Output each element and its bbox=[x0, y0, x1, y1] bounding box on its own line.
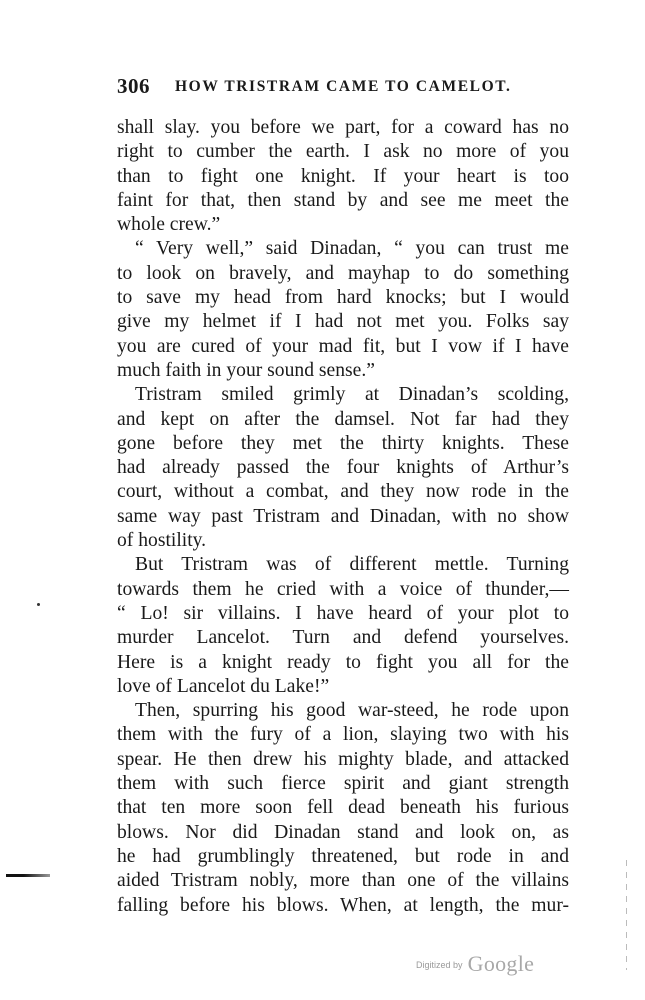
text-line: Here is a knight ready to fight you all for the bbox=[117, 651, 569, 673]
text-line: same way past Tristram and Dinadan, with no show bbox=[117, 505, 569, 527]
text-line: than to fight one knight. If your heart is too bbox=[117, 165, 569, 187]
margin-mark bbox=[6, 874, 50, 877]
text-line: whole crew.” bbox=[117, 214, 221, 236]
text-line: love of Lancelot du Lake!” bbox=[117, 675, 330, 697]
text-line: “ Lo! sir villains. I have heard of your plot to bbox=[117, 602, 569, 624]
text-line: you are cured of your mad fit, but I vow if I have bbox=[117, 335, 569, 357]
running-head bbox=[117, 74, 547, 100]
text-line: Tristram smiled grimly at Dinadan’s scolding, bbox=[135, 384, 569, 406]
text-line: of hostility. bbox=[117, 530, 207, 552]
text-line: falling before his blows. When, at length, the mur- bbox=[117, 894, 569, 916]
text-line: But Tristram was of different mettle. Turning bbox=[135, 554, 569, 576]
text-line: and kept on after the damsel. Not far had they bbox=[117, 408, 569, 430]
text-line: towards them he cried with a voice of thunder,— bbox=[117, 578, 569, 600]
text-line: murder Lancelot. Turn and defend yourselves. bbox=[117, 627, 569, 649]
text-line: to save my head from hard knocks; but I would bbox=[117, 287, 569, 309]
text-line: had already passed the four knights of Arthur’s bbox=[117, 457, 569, 479]
body-text bbox=[117, 116, 569, 918]
page-edge-line bbox=[626, 860, 627, 970]
text-line: that ten more soon fell dead beneath his furious bbox=[117, 797, 569, 819]
text-line: give my helmet if I had not met you. Folks say bbox=[117, 311, 569, 333]
text-line: gone before they met the thirty knights. These bbox=[117, 432, 569, 454]
text-line: aided Tristram nobly, more than one of the villains bbox=[117, 870, 569, 892]
text-line: Then, spurring his good war-steed, he rode upon bbox=[135, 700, 569, 722]
text-line: to look on bravely, and mayhap to do something bbox=[117, 262, 569, 284]
text-line: them with such fierce spirit and giant strength bbox=[117, 773, 569, 795]
text-line: court, without a combat, and they now rode in the bbox=[117, 481, 569, 503]
margin-speck bbox=[37, 603, 40, 606]
text-line: them with the fury of a lion, slaying two with his bbox=[117, 724, 569, 746]
digitized-watermark bbox=[416, 951, 534, 977]
text-line: faint for that, then stand by and see me meet the bbox=[117, 189, 569, 211]
text-line: shall slay. you before we part, for a coward has no bbox=[117, 117, 569, 138]
running-title: HOW TRISTRAM CAME TO CAMELOT. bbox=[175, 78, 512, 95]
text-line: he had grumblingly threatened, but rode in and bbox=[117, 845, 569, 867]
text-line: right to cumber the earth. I ask no more of you bbox=[117, 141, 569, 163]
text-line: “ Very well,” said Dinadan, “ you can trust me bbox=[135, 238, 569, 260]
text-line: much faith in your sound sense.” bbox=[117, 359, 375, 381]
text-line: blows. Nor did Dinadan stand and look on, as bbox=[117, 821, 569, 843]
watermark-prefix: Digitized by bbox=[416, 960, 463, 970]
page-number: 306 bbox=[117, 74, 150, 98]
google-logo: Google bbox=[467, 951, 535, 976]
text-line: spear. He then drew his mighty blade, and attacked bbox=[117, 748, 569, 770]
